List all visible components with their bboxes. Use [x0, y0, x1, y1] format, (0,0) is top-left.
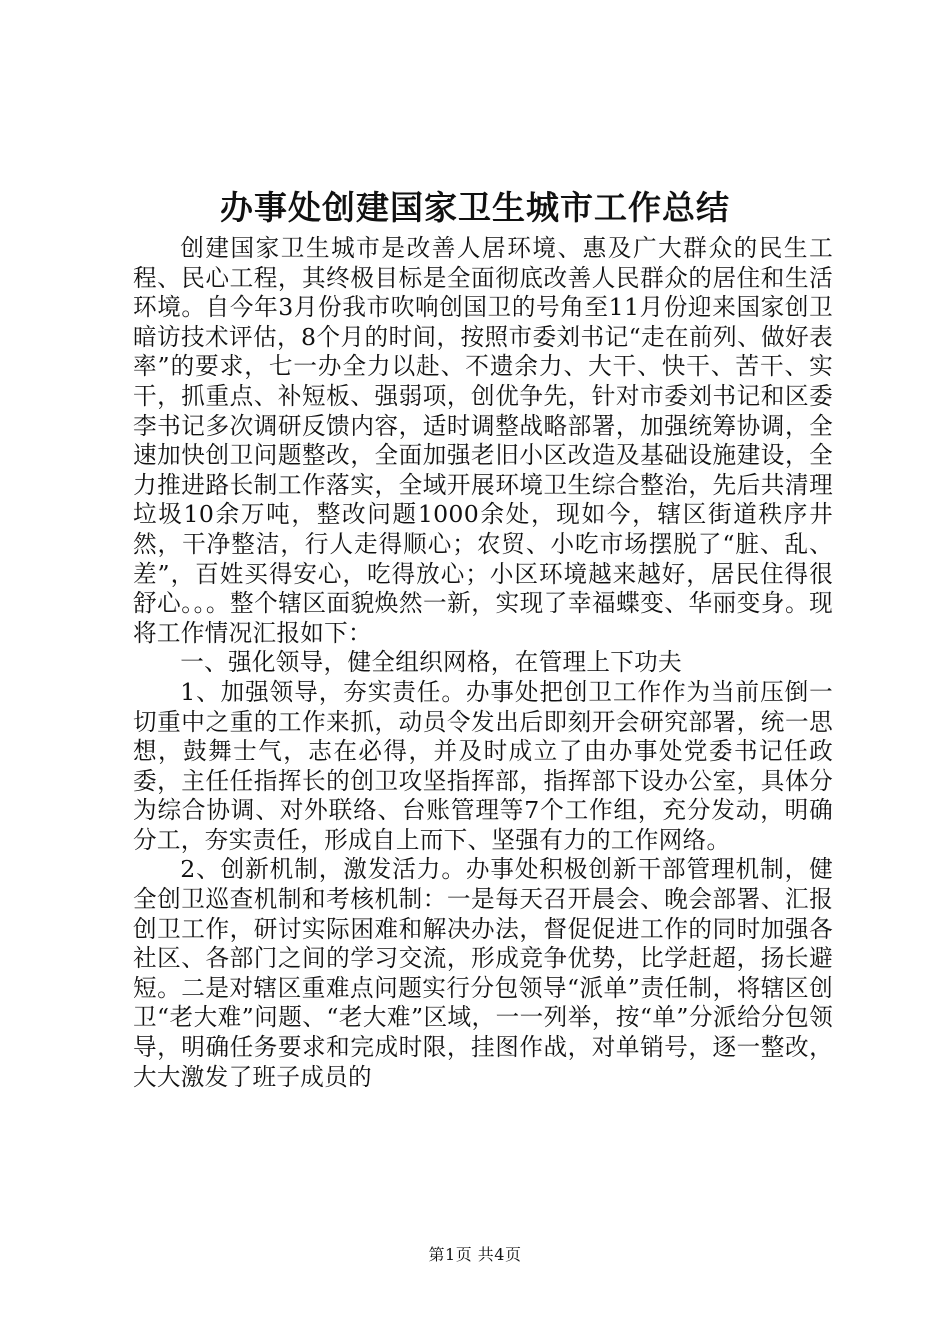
page-number-footer: 第1页 共4页 [428, 1245, 522, 1264]
body-paragraph: 2、创新机制，激发活力。办事处积极创新干部管理机制，健全创卫巡查机制和考核机制：一是每天召开晨会、晚会部署、汇报创卫工作，研讨实际困难和解决办法，督促促进工作的同时加强各社区、各部门之间的学习交流，形成竞争优势，比学赶超，扬长避短。二是对辖区重难点问题实行分包领导“派单”责任制，将辖区创卫“老大难”问题、“老大难”区域，一一列举，按“单”分派给分包领导，明确任务要求和完成时限，挂图作战，对单销号，逐一整改，大大激发了班子成员的 [133, 855, 833, 1091]
intro-paragraph: 创建国家卫生城市是改善人居环境、惠及广大群众的民生工程、民心工程，其终极目标是全面彻底改善人民群众的居住和生活环境。自今年3月份我市吹响创国卫的号角至11月份迎来国家创卫暗访技术评估，8个月的时间，按照市委刘书记“走在前列、做好表率”的要求，七一办全力以赴、不遗余力、大干、快干、苦干、实干，抓重点、补短板、强弱项，创优争先，针对市委刘书记和区委李书记多次调研反馈内容，适时调整战略部署，加强统筹协调，全速加快创卫问题整改，全面加强老旧小区改造及基础设施建设，全力推进路长制工作落实，全域开展环境卫生综合整治，先后共清理垃圾10余万吨，整改问题1000余处，现如今，辖区街道秩序井然，干净整洁，行人走得顺心；农贸、小吃市场摆脱了“脏、乱、差”，百姓买得安心，吃得放心；小区环境越来越好，居民住得很舒心。。。整个辖区面貌焕然一新，实现了幸福蝶变、华丽变身。现将工作情况汇报如下： [133, 234, 833, 647]
document-body [133, 234, 833, 1092]
body-paragraph: 1、加强领导，夯实责任。办事处把创卫工作作为当前压倒一切重中之重的工作来抓，动员令发出后即刻开会研究部署，统一思想，鼓舞士气，志在必得，并及时成立了由办事处党委书记任政委，主任任指挥长的创卫攻坚指挥部，指挥部下设办公室，具体分为综合协调、对外联络、台账管理等7个工作组，充分发动，明确分工，夯实责任，形成自上而下、坚强有力的工作网络。 [133, 677, 833, 854]
section-heading: 一、强化领导，健全组织网格，在管理上下功夫 [180, 648, 682, 677]
document-title: 办事处创建国家卫生城市工作总结 [220, 188, 730, 227]
